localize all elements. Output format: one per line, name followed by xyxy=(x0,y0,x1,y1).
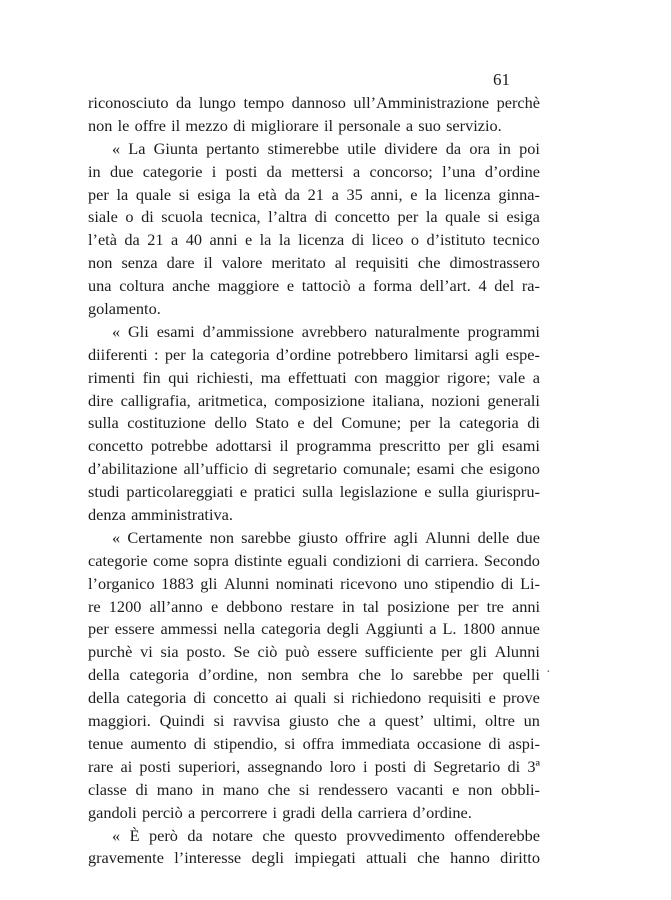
text-line: rare ai posti superiori, assegnando loro i posti di Segretario di 3ª xyxy=(88,756,540,776)
text-line: per essere ammessi nella categoria degli Aggiunti a L. 1800 annue xyxy=(88,619,540,639)
text-line: della categoria d’ordine, non sembra che lo sarebbe per quelli xyxy=(88,665,540,685)
text-line: gravemente l’interesse degli impiegati attuali che hanno diritto xyxy=(88,848,540,868)
text-line: dire calligrafia, aritmetica, composizione italiana, nozioni generali xyxy=(88,390,540,410)
text-line: rimenti fin qui richiesti, ma effettuati con maggior rigore; vale a xyxy=(88,367,540,387)
text-line: una coltura anche maggiore e tattociò a forma dell’art. 4 del ra- xyxy=(88,276,540,296)
page-number: 61 xyxy=(493,70,510,89)
text-line: studi particolareggiati e pratici sulla legislazione e sulla giurispru- xyxy=(88,482,540,502)
text-line: della categoria di concetto ai quali si richiedono requisiti e prove xyxy=(88,688,540,708)
text-line: « Gli esami d’ammissione avrebbero naturalmente programmi xyxy=(112,321,540,341)
text-line: non le offre il mezzo di migliorare il personale a suo servizio. xyxy=(88,115,502,135)
text-line: purchè vi sia posto. Se ciò può essere sufficiente per gli Alunni xyxy=(88,642,540,662)
body-text xyxy=(88,92,540,870)
text-line: non senza dare il valore meritato al requisiti che dimostrassero xyxy=(88,253,540,273)
text-line: siale o di scuola tecnica, l’altra di concetto per la quale si esiga xyxy=(88,207,540,227)
text-line: in due categorie i posti da mettersi a concorso; l’una d’ordine xyxy=(88,161,540,181)
text-line: classe di mano in mano che si rendessero vacanti e non obbli- xyxy=(88,779,540,799)
text-line: gandoli perciò a percorrere i gradi della carriera d’ordine. xyxy=(88,802,472,822)
text-line: golamento. xyxy=(88,299,161,319)
text-line: « È però da notare che questo provvedimento offenderebbe xyxy=(112,825,540,845)
text-line: re 1200 all’anno e debbono restare in tal posizione per tre anni xyxy=(88,596,540,616)
text-line: concetto potrebbe adottarsi il programma prescritto per gli esami xyxy=(88,436,540,456)
text-line: denza amministrativa. xyxy=(88,505,233,525)
text-line: l’organico 1883 gli Alunni nominati ricevono uno stipendio di Li- xyxy=(88,573,540,593)
text-line: « Certamente non sarebbe giusto offrire agli Alunni delle due xyxy=(112,527,540,547)
text-line: sulla costituzione dello Stato e del Comune; per la categoria di xyxy=(88,413,540,433)
margin-mark: · xyxy=(546,665,551,680)
text-line: maggiori. Quindi si ravvisa giusto che a quest’ ultimi, oltre un xyxy=(88,711,540,731)
text-line: « La Giunta pertanto stimerebbe utile dividere da ora in poi xyxy=(112,138,540,158)
text-line: l’età da 21 a 40 anni e la la licenza di liceo o d’istituto tecnico xyxy=(88,230,540,250)
text-line: d’abilitazione all’ufficio di segretario comunale; esami che esigono xyxy=(88,459,540,479)
text-line: tenue aumento di stipendio, si offra immediata occasione di aspi- xyxy=(88,733,540,753)
text-line: categorie come sopra distinte eguali condizioni di carriera. Secondo xyxy=(88,550,540,570)
text-line: riconosciuto da lungo tempo dannoso ull’Amministrazione perchè xyxy=(88,93,540,112)
text-line: diiferenti : per la categoria d’ordine potrebbero limitarsi agli espe- xyxy=(88,344,540,364)
text-line: per la quale si esiga la età da 21 a 35 anni, e la licenza ginna- xyxy=(88,184,540,204)
